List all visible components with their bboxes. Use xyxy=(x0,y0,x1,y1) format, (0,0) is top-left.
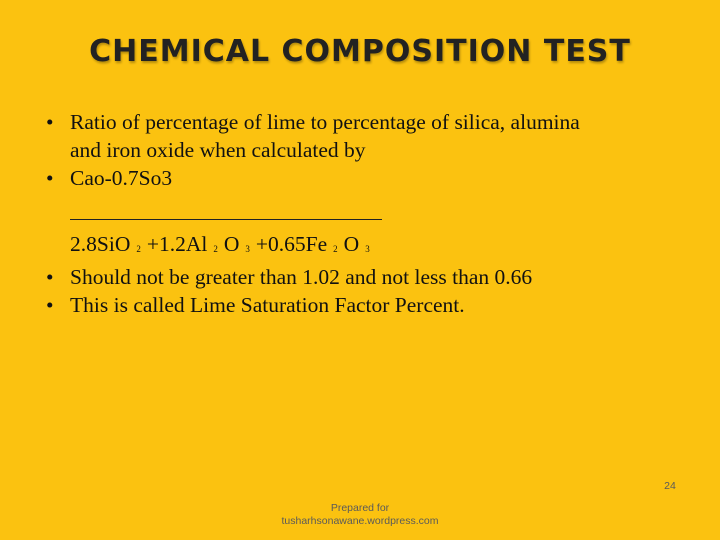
formula-subscript: 2 xyxy=(213,244,218,254)
footer-credit-line: Prepared for xyxy=(330,502,390,514)
page-number: 24 xyxy=(664,480,676,492)
bullet-item-limits xyxy=(46,263,686,291)
bullet-icon: • xyxy=(46,293,54,317)
formula-subscript: 2 xyxy=(333,244,338,254)
formula-part: +1.2Al xyxy=(146,232,208,256)
bullet-text-line: This is called Lime Saturation Factor Percent. xyxy=(70,293,465,317)
formula-subscript: 3 xyxy=(365,244,370,254)
footer-credit-url: tusharhsonawane.wordpress.com xyxy=(281,515,439,527)
formula-subscript: 2 xyxy=(136,244,141,254)
footer-credit xyxy=(250,502,470,528)
bullet-icon: • xyxy=(46,166,54,190)
formula-denominator xyxy=(46,230,686,263)
bullet-text-line: and iron oxide when calculated by xyxy=(70,138,366,162)
formula-part: 2.8Si xyxy=(70,232,115,256)
formula-part: O xyxy=(114,232,131,256)
formula-part: O xyxy=(223,232,240,256)
fraction-line xyxy=(70,192,382,220)
bullet-item-ratio xyxy=(46,108,686,164)
bullet-item-numerator xyxy=(46,164,686,192)
slide-title: CHEMICAL COMPOSITION TEST xyxy=(89,34,631,69)
slide-body xyxy=(46,108,686,319)
bullet-icon: • xyxy=(46,265,54,289)
formula-subscript: 3 xyxy=(245,244,250,254)
formula-numerator: Cao-0.7So3 xyxy=(70,166,173,190)
bullet-text-line: Ratio of percentage of lime to percentage of silica, alumina xyxy=(70,110,580,134)
formula-part: +0.65Fe xyxy=(255,232,328,256)
bullet-text-line: Should not be greater than 1.02 and not less than 0.66 xyxy=(70,265,533,289)
bullet-item-lsf xyxy=(46,291,686,319)
formula-part: O xyxy=(343,232,360,256)
bullet-icon: • xyxy=(46,110,54,134)
